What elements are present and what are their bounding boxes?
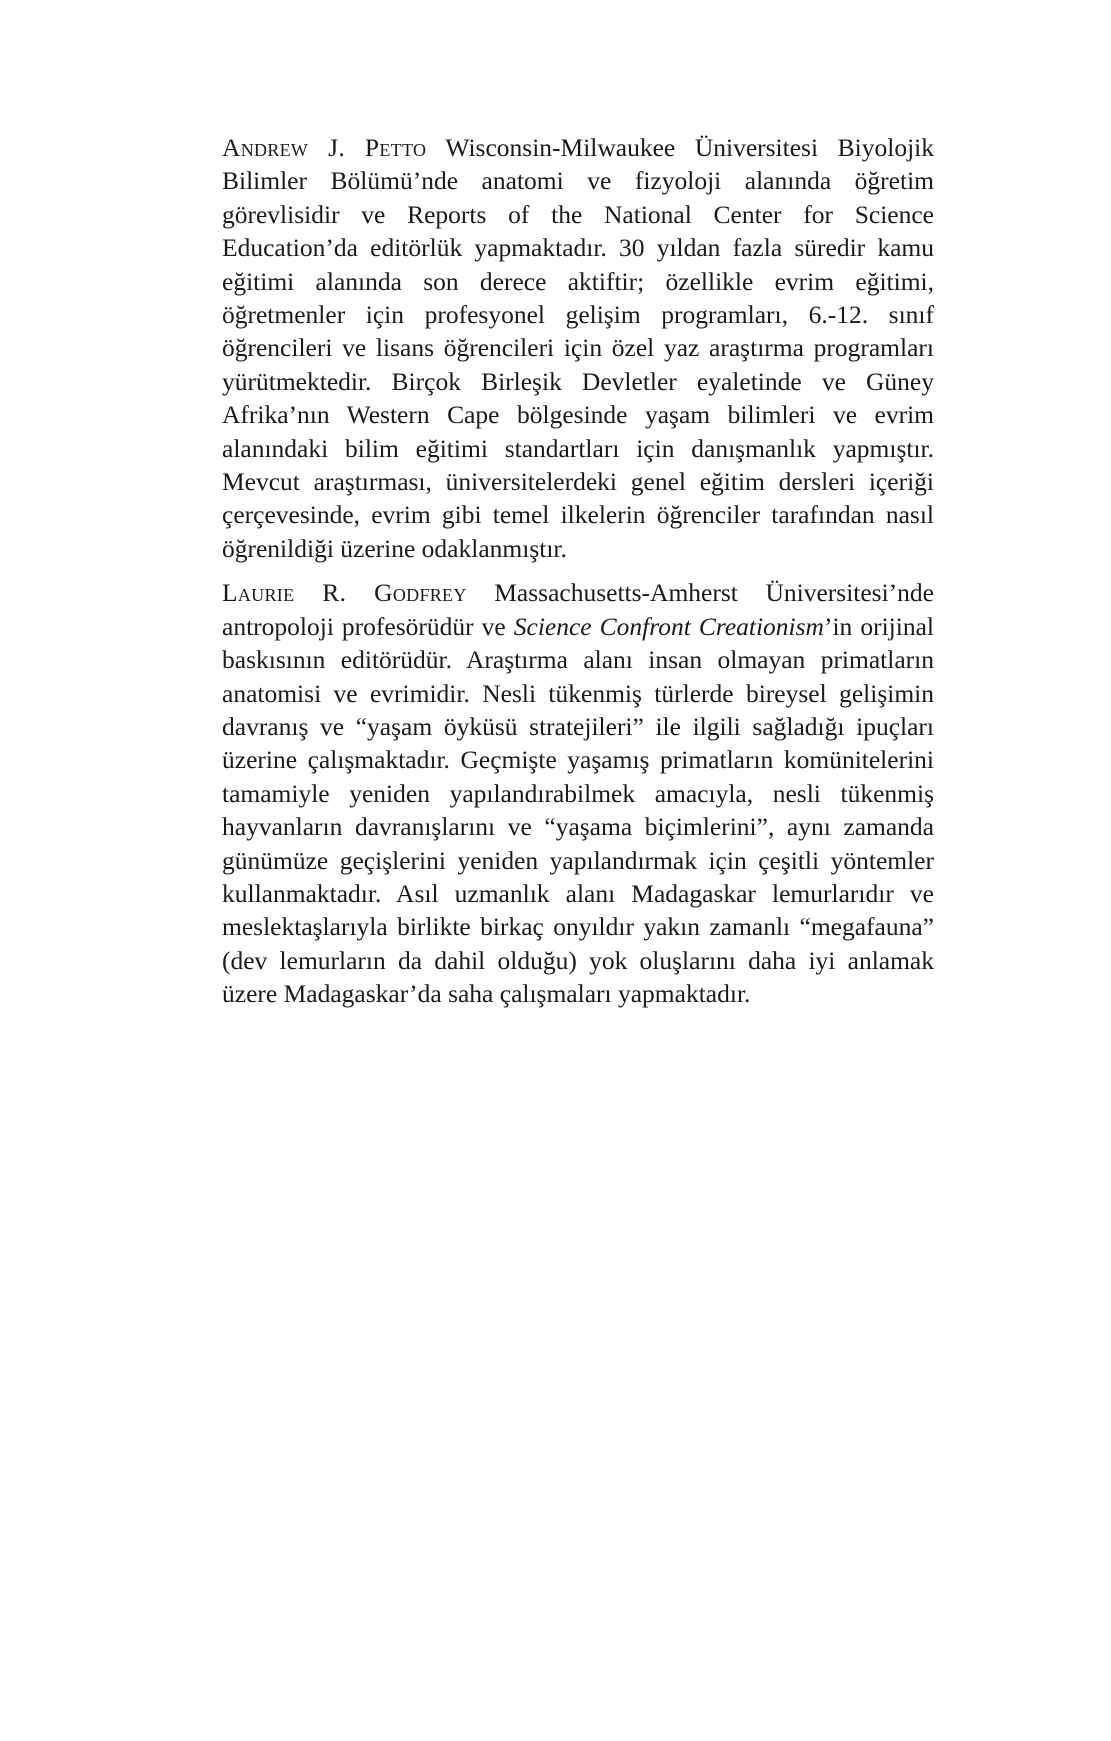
contributors-text-block <box>222 131 934 1022</box>
bio-text: ’in orijinal baskısının editörüdür. Araştırma alanı insan olmayan primatların anatomisi ve evrimidir. Nesli tükenmiş türlerde bireysel gelişimin davranış ve “yaşam öyküsü stratejileri” ile ilgili sağladığı ipuçları üzerine çalışmaktadır. Geçmişte yaşamış primatların komünitelerini tamamiyle yeniden yapılandırabilmek amacıyla, nesli tükenmiş hayvanların davranışlarını ve “yaşama biçimlerini”, aynı zamanda günümüze geçişlerini yeniden yapılandırmak için çeşitli yöntemler kullanmaktadır. Asıl uzmanlık alanı Madagaskar lemurlarıdır ve meslektaşlarıyla birlikte birkaç onyıldır yakın zamanlı “megafauna” (dev lemurların da dahil olduğu) yok oluşlarını daha iyi anlamak üzere Madagaskar’da saha çalışmaları yapmaktadır. <box>222 611 934 1009</box>
bio-text: Wisconsin-Milwaukee Üniversitesi Biyolojik Bilimler Bölümü’nde anatomi ve fizyoloji alanında öğretim görevlisidir ve Reports of the National Center for Science Education’da editörlük yapmaktadır. 30 yıldan fazla süredir kamu eğitimi alanında son derece aktiftir; özellikle evrim eğitimi, öğretmenler için profesyonel gelişim programları, 6.-12. sınıf öğrencileri ve lisans öğrencileri için özel yaz araştırma programları yürütmektedir. Birçok Birleşik Devletler eyaletinde ve Güney Afrika’nın Western Cape bölgesinde yaşam bilimleri ve evrim alanındaki bilim eğitimi standartları için danışmanlık yapmıştır. Mevcut araştırması, üniversitelerdeki genel eğitim dersleri içeriği çerçevesinde, evrim gibi temel ilkelerin öğrenciler tarafından nasıl öğrenildiği üzerine odaklanmıştır. <box>222 133 934 563</box>
bio-text: Massachusetts-Amherst Üniversitesi’nde antropoloji profesörüdür ve <box>222 578 934 641</box>
author-name: Laurie R. Godfrey <box>222 578 467 608</box>
author-name: Andrew J. Petto <box>222 133 427 162</box>
bio-paragraph-godfrey <box>222 576 934 1010</box>
bio-paragraph-petto <box>222 131 934 565</box>
book-title: Science Confront Creationism <box>513 611 824 641</box>
